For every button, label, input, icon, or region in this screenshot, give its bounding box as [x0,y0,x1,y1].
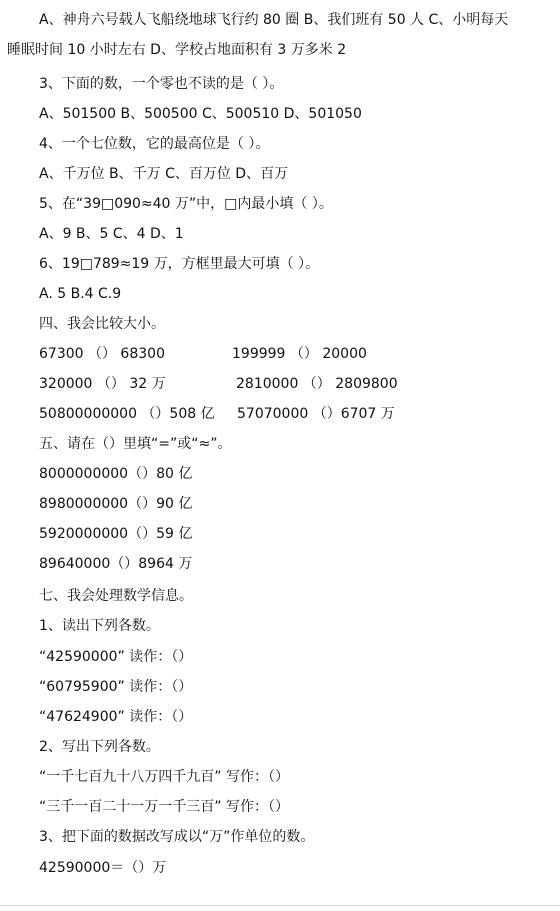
compare-item: 199999 （） 20000 [232,346,367,362]
section-4-heading: 四、我会比较大小。 [39,316,165,332]
question-5-options: A、9 B、5 C、4 D、1 [39,226,184,242]
page-bottom-rule [0,905,560,906]
read-item: “42590000” 读作：（） [39,649,193,665]
write-item: “一千七百九十八万四千九百” 写作：（） [39,769,289,785]
subquestion-1: 1、读出下列各数。 [39,618,160,634]
section-7-heading: 七、我会处理数学信息。 [39,588,193,604]
convert-item: 42590000＝（）万 [39,860,167,876]
compare-row [39,372,556,396]
compare-item: 2810000 （） 2809800 [236,376,398,392]
question-6: 6、19□789≈19 万，方框里最大可填（ ）。 [39,256,320,272]
option-line: A、神舟六号载人飞船绕地球飞行约 80 圈 B、我们班有 50 人 C、小明每天 [39,12,509,28]
question-3-options: A、501500 B、500500 C、500510 D、501050 [39,106,362,122]
fill-item: 5920000000（）59 亿 [39,526,193,542]
option-line-continued: 睡眠时间 10 小时左右 D、学校占地面积有 3 万多米 2 [7,42,347,58]
subquestion-3: 3、把下面的数据改写成以“万”作单位的数。 [39,829,315,845]
question-4: 4、一个七位数，它的最高位是（ ）。 [39,136,270,152]
compare-row [39,402,556,426]
compare-item: 50800000000 （）508 亿 [39,406,215,422]
fill-item: 89640000（）8964 万 [39,556,193,572]
read-item: “60795900” 读作：（） [39,679,193,695]
question-5: 5、在“39□090≈40 万”中，□内最小填（ ）。 [39,196,333,212]
compare-item: 320000 （） 32 万 [39,376,166,392]
compare-item: 67300 （） 68300 [39,346,165,362]
read-item: “47624900” 读作：（） [39,709,193,725]
section-5-heading: 五、请在（）里填“=”或“≈”。 [39,436,232,452]
question-6-options: A. 5 B.4 C.9 [39,286,122,302]
compare-item: 57070000 （）6707 万 [237,406,395,422]
subquestion-2: 2、写出下列各数。 [39,739,160,755]
write-item: “三千一百二十一万一千三百” 写作：（） [39,799,289,815]
question-4-options: A、千万位 B、千万 C、百万位 D、百万 [39,166,289,182]
compare-row [39,342,556,366]
fill-item: 8000000000（）80 亿 [39,466,193,482]
question-3: 3、下面的数，一个零也不读的是（ ）。 [39,76,284,92]
fill-item: 8980000000（）90 亿 [39,496,193,512]
